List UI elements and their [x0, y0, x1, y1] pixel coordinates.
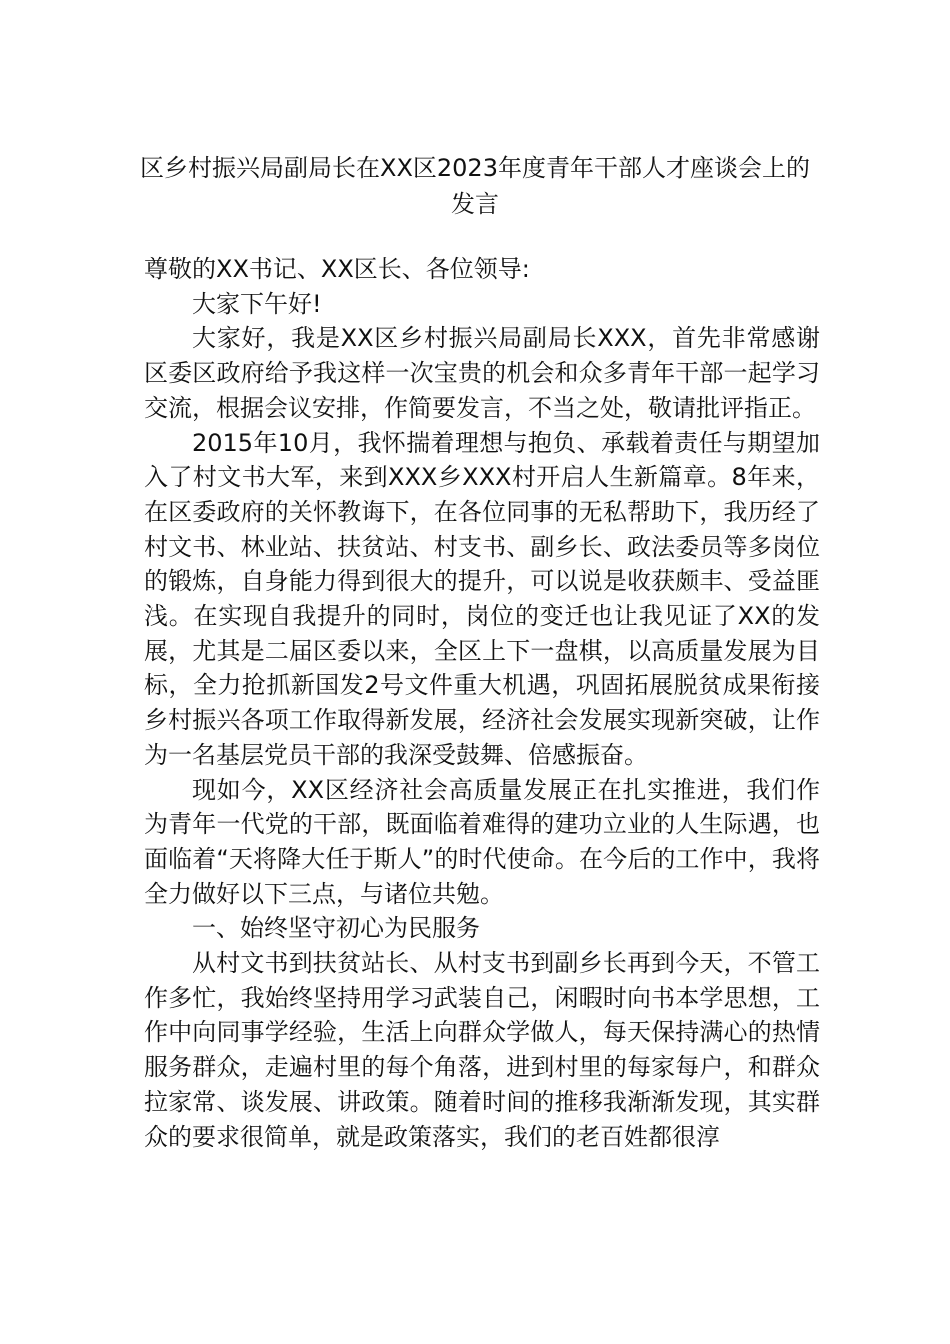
- paragraph-introduction: 大家好，我是XX区乡村振兴局副局长XXX，首先非常感谢区委区政府给予我这样一次宝贵的机会和众多青年干部一起学习交流，根据会议安排，作简要发言，不当之处，敬请批评指正。: [144, 324, 820, 422]
- paragraph-experience: 2015年10月，我怀揣着理想与抱负、承载着责任与期望加入了村文书大军，来到XXX乡XXX村开启人生新篇章。8年来，在区委政府的关怀教诲下，在各位同事的无私帮助下，我历经了村文书、林业站、扶贫站、村支书、副乡长、政法委员等多岗位的锻炼，自身能力得到很大的提升，可以说是收获颇丰、受益匪浅。在实现自我提升的同时，岗位的变迁也让我见证了XX的发展，尤其是二届区委以来，全区上下一盘棋，以高质量发展为目标，全力抢抓新国发2号文件重大机遇，巩固拓展脱贫成果衔接乡村振兴各项工作取得新发展，经济社会发展实现新突破，让作为一名基层党员干部的我深受鼓舞、倍感振奋。: [144, 428, 820, 769]
- section-heading-1: 一、始终坚守初心为民服务: [192, 914, 480, 943]
- paragraph-mission: 现如今，XX区经济社会高质量发展正在扎实推进，我们作为青年一代党的干部，既面临着难得的建功立业的人生际遇，也面临着“天将降大任于斯人”的时代使命。在今后的工作中，我将全力做好以下三点，与诸位共勉。: [144, 775, 820, 908]
- document-title: 区乡村振兴局副局长在XX区2023年度青年干部人才座谈会上的发言: [140, 154, 810, 218]
- salutation: 尊敬的XX书记、XX区长、各位领导:: [144, 255, 530, 283]
- document-body: [144, 252, 820, 1154]
- paragraph-greeting: 大家下午好!: [192, 289, 322, 318]
- paragraph-service: 从村文书到扶贫站长、从村支书到副乡长再到今天，不管工作多忙，我始终坚持用学习武装自己，闲暇时向书本学思想，工作中向同事学经验，生活上向群众学做人，每天保持满心的热情服务群众，走遍村里的每个角落，进到村里的每家每户，和群众拉家常、谈发展、讲政策。随着时间的推移我渐渐发现，其实群众的要求很简单，就是政策落实，我们的老百姓都很淳: [144, 949, 820, 1151]
